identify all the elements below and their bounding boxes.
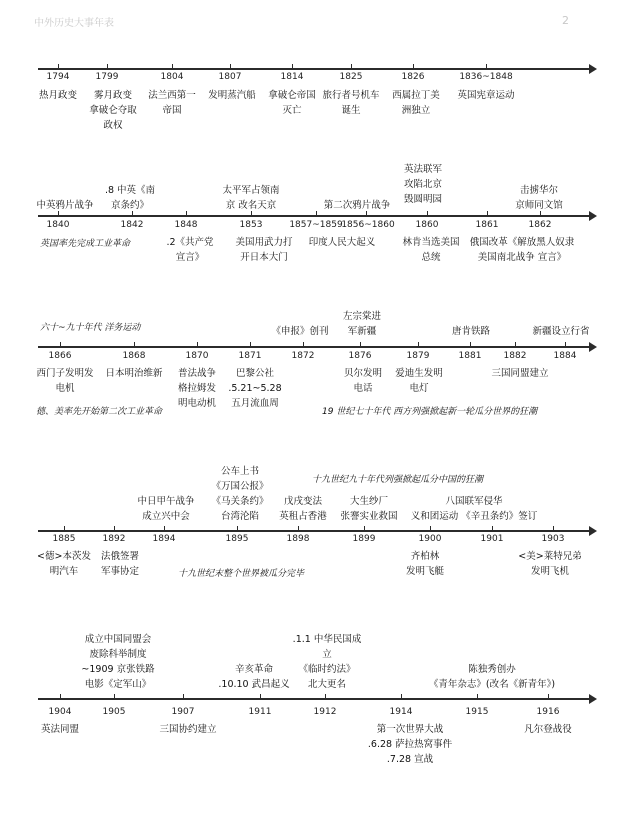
event-text: 辛亥革命 .10.10 武昌起义 [218, 664, 290, 690]
timeline-axis-3 [38, 346, 590, 348]
tick [230, 64, 231, 70]
tick [60, 694, 61, 700]
event-text: .8 中英《南 京条约》 [104, 185, 156, 211]
event-text: 左宗棠进 军新疆 [342, 311, 382, 337]
tick [565, 342, 566, 348]
year-label: 1807 [218, 72, 242, 82]
tick [548, 694, 549, 700]
year-label: 1914 [389, 707, 413, 717]
year-label: 1901 [480, 534, 504, 544]
tick [470, 342, 471, 348]
tick [427, 211, 428, 217]
tick [186, 211, 187, 217]
year-label: 1900 [418, 534, 442, 544]
tick [303, 342, 304, 348]
tick [477, 694, 478, 700]
tick [114, 526, 115, 532]
year-label: 1916 [536, 707, 560, 717]
year-label: 1885 [52, 534, 76, 544]
year-label: 1904 [48, 707, 72, 717]
event-text: 中日甲午战争 成立兴中会 [137, 496, 195, 522]
year-label: 1860 [415, 220, 439, 230]
tick [486, 64, 487, 70]
tick [360, 342, 361, 348]
year-label: 1857~1859 [289, 220, 343, 230]
tick [292, 64, 293, 70]
tick [351, 64, 352, 70]
year-label: 1836~1848 [459, 72, 513, 82]
event-text: 公车上书 《万国公报》 《马关条约》 台湾沦陷 [211, 466, 269, 522]
year-label: 1899 [352, 534, 376, 544]
event-text: 英国宪章运动 [457, 90, 515, 101]
annotation-note: 六十~九十年代 洋务运动 [40, 323, 141, 333]
annotation-note: 英国率先完成工业革命 [40, 239, 131, 249]
tick [401, 694, 402, 700]
timeline-axis-2 [38, 215, 590, 217]
tick [172, 64, 173, 70]
event-text: 印度人民大起义 [308, 237, 376, 248]
event-text: 新疆设立行省 [532, 326, 590, 337]
event-text: 拿破仑帝国 灭亡 [268, 90, 316, 116]
year-label: 1868 [122, 351, 146, 361]
year-label: 1804 [160, 72, 184, 82]
year-label: 1876 [348, 351, 372, 361]
event-text: 旅行者号机车 诞生 [322, 90, 380, 116]
event-text: 八国联军侵华 义和团运动 《辛丑条约》签订 [410, 496, 538, 522]
year-label: 1915 [465, 707, 489, 717]
event-text: .1.1 中华民国成 立 《临时约法》 北大更名 [292, 634, 362, 690]
tick [515, 342, 516, 348]
tick [114, 694, 115, 700]
year-label: 1872 [291, 351, 315, 361]
event-text: 齐柏林 发明飞艇 [405, 551, 445, 577]
annotation-note: 十九世纪九十年代列强掀起瓜分中国的狂潮 [312, 475, 484, 485]
tick [58, 64, 59, 70]
event-text: 第一次世界大战 .6.28 萨拉热窝事件 .7.28 宣战 [367, 724, 453, 765]
year-label: 1799 [95, 72, 119, 82]
year-label: 1879 [406, 351, 430, 361]
event-text: 普法战争 格拉姆发 明电动机 [177, 368, 217, 409]
year-label: 1907 [171, 707, 195, 717]
event-text: <德>本茨发 明汽车 [37, 551, 91, 577]
event-text: 凡尔登战役 [524, 724, 572, 735]
event-text: 英法联军 攻陷北京 毁圆明园 [403, 164, 443, 205]
tick [487, 211, 488, 217]
event-text: 西门子发明发 电机 [36, 368, 94, 394]
event-text: 陈独秀创办 《青年杂志》(改名《新青年》) [428, 664, 556, 690]
year-label: 1903 [541, 534, 565, 544]
event-text: 爱迪生发明 电灯 [395, 368, 443, 394]
year-label: 1882 [503, 351, 527, 361]
event-text: 日本明治维新 [105, 368, 163, 379]
year-label: 1862 [528, 220, 552, 230]
event-text: 林肯当选美国 总统 [402, 237, 460, 263]
tick [325, 694, 326, 700]
tick [250, 342, 251, 348]
year-label: 1840 [46, 220, 70, 230]
tick [413, 64, 414, 70]
year-label: 1861 [475, 220, 499, 230]
annotation-note: 19 世纪七十年代 西方列强掀起新一轮瓜分世界的狂潮 [322, 407, 538, 417]
year-label: 1842 [120, 220, 144, 230]
event-text: 三国同盟建立 [491, 368, 549, 379]
year-label: 1881 [458, 351, 482, 361]
year-label: 1826 [401, 72, 425, 82]
year-label: 1894 [152, 534, 176, 544]
event-text: 戊戌变法 英租占香港 [279, 496, 327, 522]
page-number: 2 [562, 14, 569, 27]
annotation-note: 十九世纪末整个世界被瓜分完毕 [178, 569, 305, 579]
event-text: 热月政变 [38, 90, 78, 101]
event-text: 三国协约建立 [159, 724, 217, 735]
event-text: 法俄签署 军事协定 [100, 551, 140, 577]
event-text: 西属拉丁美 洲独立 [392, 90, 440, 116]
year-label: 1911 [248, 707, 272, 717]
year-label: 1905 [102, 707, 126, 717]
event-text: 击掳华尔 京师同文馆 [515, 185, 563, 211]
annotation-note: 德、美率先开始第二次工业革命 [36, 407, 163, 417]
year-label: 1871 [238, 351, 262, 361]
tick [197, 342, 198, 348]
tick [183, 694, 184, 700]
tick [298, 526, 299, 532]
event-text: 第二次鸦片战争 [323, 200, 391, 211]
event-text: 贝尔发明 电话 [343, 368, 383, 394]
event-text: 英法同盟 [40, 724, 80, 735]
year-label: 1895 [225, 534, 249, 544]
year-label: 1892 [102, 534, 126, 544]
year-label: 1853 [239, 220, 263, 230]
year-label: 1884 [553, 351, 577, 361]
year-label: 1898 [286, 534, 310, 544]
year-label: 1848 [174, 220, 198, 230]
year-label: 1814 [280, 72, 304, 82]
tick [553, 526, 554, 532]
timeline-axis-4 [38, 530, 590, 532]
page-header-title: 中外历史大事年表 [34, 18, 114, 29]
timeline-axis-5 [38, 698, 590, 700]
event-text: 大生纱厂 张謇实业救国 [340, 496, 398, 522]
year-label: 1912 [313, 707, 337, 717]
event-text: 雾月政变 拿破仑夺取 政权 [89, 90, 137, 131]
tick [316, 211, 317, 217]
tick [164, 526, 165, 532]
event-text: 巴黎公社 .5.21~5.28 五月流血周 [228, 368, 282, 409]
tick [418, 342, 419, 348]
event-text: 《申报》创刊 [271, 326, 329, 337]
year-label: 1825 [339, 72, 363, 82]
tick [364, 526, 365, 532]
tick [430, 526, 431, 532]
event-text: 美国用武力打 开日本大门 [235, 237, 293, 263]
year-label: 1870 [185, 351, 209, 361]
event-text: 发明蒸汽船 [208, 90, 256, 101]
event-text: .2《共产党 宣言》 [166, 237, 214, 263]
tick [492, 526, 493, 532]
event-text: 成立中国同盟会 废除科举制度 ~1909 京张铁路 电影《定军山》 [81, 634, 155, 690]
tick [60, 342, 61, 348]
event-text: <美>莱特兄弟 发明飞机 [518, 551, 582, 577]
timeline-axis-1 [38, 68, 590, 70]
event-text: 中英鸦片战争 [36, 200, 94, 211]
event-text: 法兰西第一 帝国 [148, 90, 196, 116]
year-label: 1794 [46, 72, 70, 82]
year-label: 1866 [48, 351, 72, 361]
tick [64, 526, 65, 532]
event-text: 太平军占领南 京 改名天京 [222, 185, 280, 211]
tick [260, 694, 261, 700]
tick [107, 64, 108, 70]
event-text: 唐肯铁路 [451, 326, 491, 337]
tick [134, 342, 135, 348]
tick [237, 526, 238, 532]
event-text: 俄国改革《解放黑人奴隶 美国南北战争 宣言》 [469, 237, 575, 263]
year-label: 1856~1860 [341, 220, 395, 230]
